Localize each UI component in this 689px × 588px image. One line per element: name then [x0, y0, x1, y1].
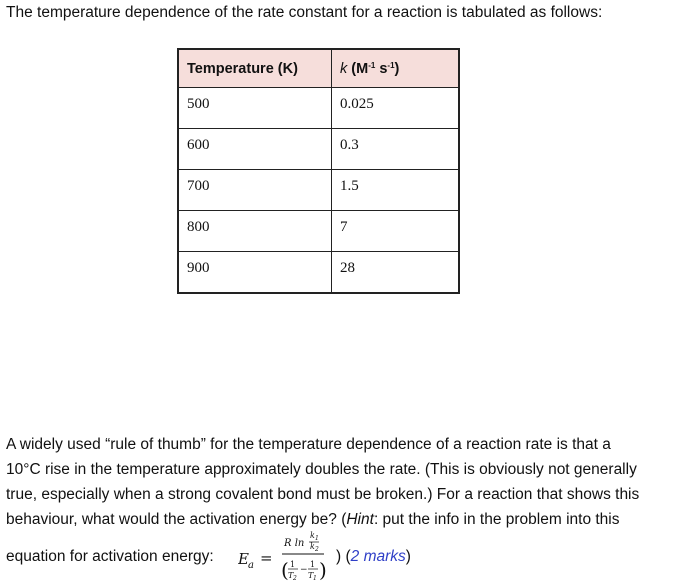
formula-k1: k [310, 531, 315, 540]
header-temperature: Temperature (K) [178, 49, 332, 88]
formula-minus: − [300, 565, 308, 575]
rate-constant-table [177, 48, 460, 294]
rate-constant-cell: 0.3 [332, 129, 460, 170]
hint-word: Hint [346, 511, 374, 528]
temperature-cell: 800 [178, 211, 332, 252]
table-row [178, 252, 459, 294]
svg-text:(: ( [281, 558, 289, 582]
header-k-symbol: k [340, 60, 348, 77]
rate-constant-cell: 7 [332, 211, 460, 252]
formula-equals: = [260, 549, 273, 567]
svg-text:1: 1 [315, 535, 319, 542]
equation-lead-text: equation for activation energy: [6, 548, 214, 565]
activation-energy-formula [238, 530, 338, 582]
formula-one-b: 1 [310, 560, 316, 569]
marks-value: 2 marks [350, 548, 406, 565]
formula-k2: k [310, 542, 315, 551]
header-k-units: ($M^{-1}$ $s^{-1}$) [351, 60, 400, 77]
question-line-1: A widely used “rule of thumb” for the temperature dependence of a reaction rate is that a [6, 436, 611, 453]
svg-text:): ) [319, 558, 327, 582]
intro-text: The temperature dependence of the rate constant for a reaction is tabulated as follows: [6, 4, 603, 21]
formula-one-a: 1 [290, 560, 296, 569]
question-line-3: true, especially when a strong covalent bond must be broken.) For a reaction that shows this [6, 486, 640, 503]
temperature-cell: 500 [178, 88, 332, 129]
table-row [178, 88, 459, 129]
formula-numerator: R ln [284, 538, 305, 549]
question-paragraph [6, 432, 686, 532]
formula-t2: T [288, 571, 294, 580]
table-header-row [178, 49, 459, 88]
formula-lhs: E [238, 550, 249, 568]
formula-t1: T [308, 571, 314, 580]
rate-constant-cell: 0.025 [332, 88, 460, 129]
question-line-2: 10°C rise in the temperature approximately doubles the rate. (This is obviously not generally [6, 461, 637, 478]
table-row [178, 211, 459, 252]
table-row [178, 170, 459, 211]
question-line-4: behaviour, what would the activation energy be? (Hint: put the info in the problem into this [6, 511, 620, 528]
temperature-cell: 600 [178, 129, 332, 170]
svg-text:1: 1 [313, 575, 317, 582]
svg-text:2: 2 [293, 575, 297, 582]
table-row [178, 129, 459, 170]
rate-constant-cell: 28 [332, 252, 460, 294]
temperature-cell: 700 [178, 170, 332, 211]
rate-constant-cell: 1.5 [332, 170, 460, 211]
formula-lhs-sub: a [248, 560, 254, 571]
temperature-cell: 900 [178, 252, 332, 294]
header-rate-constant [332, 49, 460, 88]
svg-text:2: 2 [315, 546, 319, 553]
marks-text: ) (2 marks) [336, 548, 411, 565]
